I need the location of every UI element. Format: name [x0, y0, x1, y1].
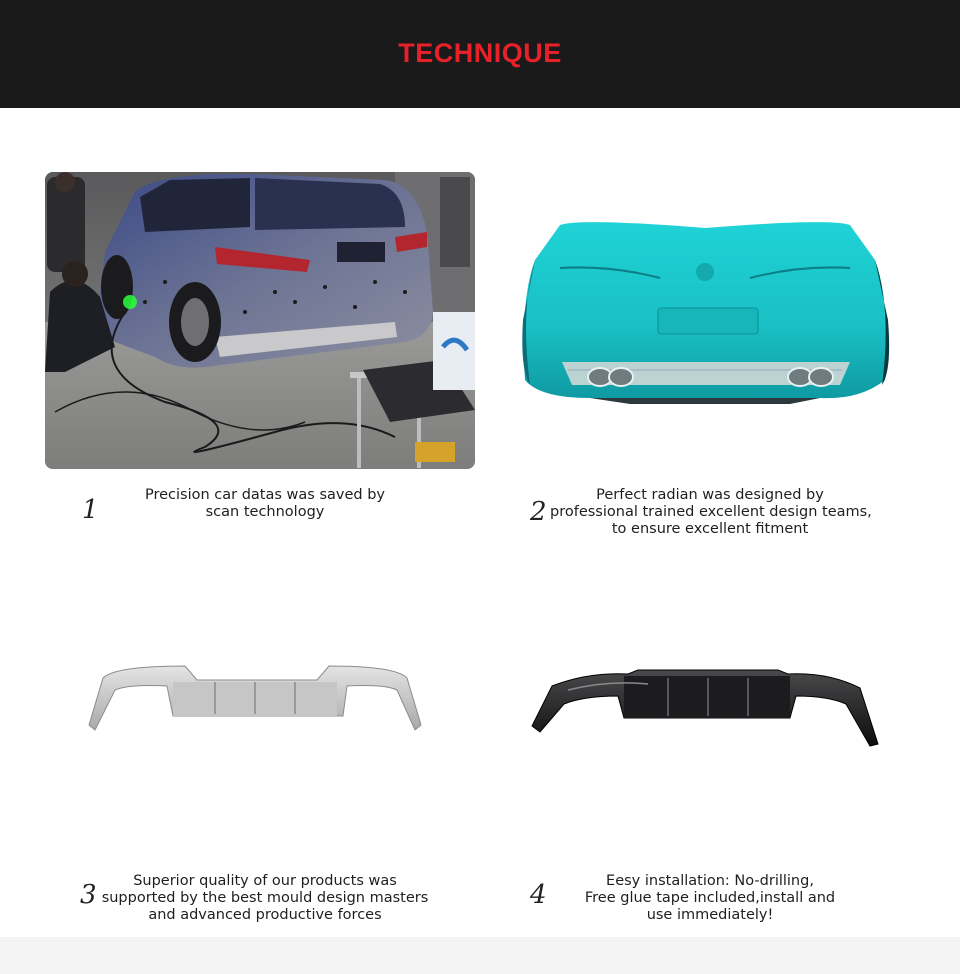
page-title: TECHNIQUE [398, 37, 562, 68]
caption-line: Free glue tape included,install and [584, 890, 836, 906]
step-caption-1 [135, 487, 395, 521]
step-caption-2 [550, 487, 870, 538]
step-number-2: 2 [530, 497, 547, 527]
header-banner [0, 0, 960, 108]
step-number-1: 1 [82, 495, 99, 525]
caption-line: Perfect radian was designed by [596, 487, 824, 503]
caption-line: to ensure excellent fitment [611, 521, 809, 537]
step-number-4: 4 [530, 880, 547, 910]
scan-model-render [520, 220, 890, 420]
grey-diffuser-illustration [85, 660, 425, 740]
step-number-3: 3 [80, 880, 97, 910]
caption-line: professional trained excellent design teams, [550, 504, 872, 520]
scan-model-illustration [520, 220, 890, 420]
grey-diffuser-render [85, 660, 425, 740]
caption-line: Precision car datas was saved by [144, 487, 385, 503]
caption-line: Eesy installation: No-drilling, [606, 873, 814, 889]
caption-line: and advanced productive forces [148, 907, 382, 923]
caption-line: Superior quality of our products was [133, 873, 397, 889]
black-diffuser-render [528, 664, 882, 750]
black-diffuser-illustration [528, 664, 882, 750]
caption-line: scan technology [205, 504, 325, 520]
caption-line: supported by the best mould design masters [101, 890, 429, 906]
car-scan-photo [45, 172, 475, 469]
footer-bar [0, 937, 960, 974]
car-scan-illustration [45, 172, 475, 469]
caption-line: use immediately! [646, 907, 774, 923]
step-caption-3 [100, 873, 430, 924]
step-caption-4 [580, 873, 840, 924]
